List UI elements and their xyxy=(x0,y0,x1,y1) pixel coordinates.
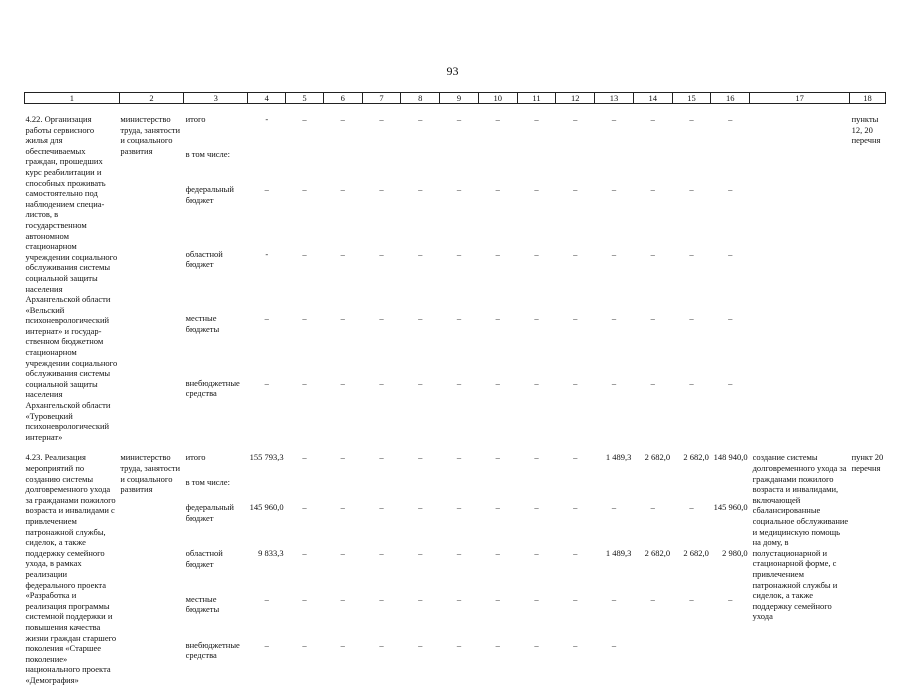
amount-cell: – xyxy=(302,377,307,388)
amount-cell: – xyxy=(611,377,617,388)
amount-cell: – xyxy=(495,502,500,513)
amount-cell: – xyxy=(379,183,384,194)
amount-cell xyxy=(633,640,672,685)
spacer-row xyxy=(25,104,886,115)
amount-cell xyxy=(248,477,286,502)
amount-cell: – xyxy=(573,452,578,463)
column-header: 10 xyxy=(478,93,517,104)
amount-cell: 2 980,0 xyxy=(722,547,748,558)
amount-cell: – xyxy=(534,452,539,463)
funding-source: внебюджетные средства xyxy=(185,377,240,399)
amount-cell: – xyxy=(340,502,345,513)
column-header: 1 xyxy=(25,93,120,104)
amount-cell: – xyxy=(534,183,539,194)
spacer-row xyxy=(25,442,886,452)
amount-cell: – xyxy=(340,377,345,388)
amount-cell: – xyxy=(418,248,423,259)
amount-cell: – xyxy=(650,593,655,604)
amount-cell: – xyxy=(495,377,500,388)
amount-cell xyxy=(595,477,634,502)
amount-cell: – xyxy=(650,183,655,194)
measure-name: 4.23. Реализация мероприятий по созданию системы долговременного ухода за гражданами пожилого возраста и инвалидами с привлечением патронажной службы, сиделок, а также поддержку семейного ухода, в рамках реализации федерального проекта «Разработка и реализация программы системной поддержки и повышения качества жизни граждан старшего поколения «Старшее поколение» национального проекта «Демография» xyxy=(25,452,117,685)
column-header: 12 xyxy=(556,93,595,104)
amount-cell: – xyxy=(302,593,307,604)
amount-cell: 2 682,0 xyxy=(644,547,671,558)
amount-cell: – xyxy=(340,639,345,650)
amount-cell: – xyxy=(728,114,733,124)
amount-cell: – xyxy=(534,114,539,124)
amount-cell xyxy=(323,477,362,502)
amount-cell: – xyxy=(456,502,462,513)
amount-cell: – xyxy=(340,452,345,463)
amount-cell: – xyxy=(456,452,462,463)
amount-cell xyxy=(672,477,711,502)
amount-cell: – xyxy=(379,502,384,513)
funding-source: внебюджетные средства xyxy=(185,639,240,661)
funding-source: в том числе: xyxy=(185,477,230,488)
amount-cell xyxy=(517,477,556,502)
amount-cell: – xyxy=(611,114,617,124)
funding-source: итого xyxy=(185,452,206,463)
amount-cell: – xyxy=(264,313,269,324)
amount-cell: – xyxy=(534,248,539,259)
amount-cell: – xyxy=(456,313,462,324)
amount-cell: – xyxy=(495,114,500,124)
amount-cell: – xyxy=(534,313,539,324)
amount-cell xyxy=(286,149,324,184)
amount-cell xyxy=(517,149,556,184)
amount-cell: 145 960,0 xyxy=(713,502,748,513)
amount-cell: – xyxy=(379,377,384,388)
responsible-executor: министерство труда, занятости и социального развития xyxy=(120,452,181,495)
amount-cell: – xyxy=(379,547,384,558)
amount-cell: – xyxy=(611,639,617,650)
column-header: 9 xyxy=(440,93,479,104)
column-number-row xyxy=(25,93,886,104)
table-row xyxy=(25,452,886,477)
amount-cell: – xyxy=(534,377,539,388)
amount-cell: – xyxy=(495,183,500,194)
amount-cell: – xyxy=(379,248,384,259)
funding-source: местные бюджеты xyxy=(185,593,220,615)
amount-cell: – xyxy=(689,248,694,259)
responsible-executor: министерство труда, занятости и социального развития xyxy=(120,114,181,156)
amount-cell: – xyxy=(379,313,384,324)
column-header: 11 xyxy=(517,93,556,104)
amount-cell xyxy=(362,477,401,502)
column-header: 6 xyxy=(323,93,362,104)
amount-cell: – xyxy=(728,593,733,604)
amount-cell: – xyxy=(418,377,423,388)
funding-source: федеральный бюджет xyxy=(185,183,234,205)
amount-cell xyxy=(556,149,595,184)
spacer xyxy=(25,104,886,115)
measure-name: 4.22. Организация работы сервисного жилья для обеспечиваемых граждан, прошедших курс реабилитации и способных проживать самостоятельно под наблюдением специалистов, в государственном автономном стационарном учреждении социального обслуживания системы социальной защиты населения Архангельской области «Вельский психоневрологический интернат» и государственном бюджетном стационарном учреждении социального обслуживания системы социальной защиты населения Архангельской области «Туровецкий психоневрологический интернат» xyxy=(25,114,118,442)
amount-cell xyxy=(440,149,479,184)
amount-cell xyxy=(478,477,517,502)
amount-cell: – xyxy=(728,248,733,259)
amount-cell: – xyxy=(456,377,462,388)
amount-cell xyxy=(401,477,440,502)
amount-cell: – xyxy=(611,593,617,604)
amount-cell: – xyxy=(611,183,617,194)
amount-cell: – xyxy=(456,183,462,194)
amount-cell: – xyxy=(264,377,269,388)
funding-source: федеральный бюджет xyxy=(185,502,234,523)
amount-cell: – xyxy=(456,639,462,650)
program-table xyxy=(24,92,886,685)
amount-cell: – xyxy=(495,593,500,604)
spacer xyxy=(25,442,886,452)
amount-cell: – xyxy=(573,377,578,388)
amount-cell xyxy=(286,477,324,502)
amount-cell: – xyxy=(495,639,500,650)
amount-cell: 148 940,0 xyxy=(713,452,748,463)
funding-source: областной бюджет xyxy=(185,547,223,569)
amount-cell: – xyxy=(418,183,423,194)
amount-cell: – xyxy=(689,377,694,388)
amount-cell: – xyxy=(418,313,423,324)
table-row xyxy=(25,114,886,149)
indicator-link: пункт 20 перечня xyxy=(851,452,884,473)
column-header: 14 xyxy=(633,93,672,104)
amount-cell: – xyxy=(650,114,655,124)
column-header: 18 xyxy=(850,93,886,104)
amount-cell: – xyxy=(456,248,462,259)
amount-cell: – xyxy=(573,547,578,558)
amount-cell: – xyxy=(379,452,384,463)
amount-cell xyxy=(633,477,672,502)
amount-cell: – xyxy=(302,452,307,463)
amount-cell: – xyxy=(456,114,462,124)
amount-cell: – xyxy=(573,248,578,259)
amount-cell: – xyxy=(728,183,733,194)
amount-cell: – xyxy=(379,639,384,650)
amount-cell: – xyxy=(418,639,423,650)
amount-cell: – xyxy=(650,248,655,259)
amount-cell: – xyxy=(573,639,578,650)
amount-cell: – xyxy=(689,502,694,513)
amount-cell xyxy=(672,149,711,184)
amount-cell: – xyxy=(340,313,345,324)
column-header: 17 xyxy=(750,93,850,104)
amount-cell: – xyxy=(302,502,307,513)
amount-cell: – xyxy=(456,593,462,604)
amount-cell: – xyxy=(689,183,694,194)
amount-cell xyxy=(440,477,479,502)
amount-cell: 2 682,0 xyxy=(644,452,671,463)
amount-cell: – xyxy=(456,547,462,558)
amount-cell: – xyxy=(379,114,384,124)
amount-cell: – xyxy=(340,183,345,194)
amount-cell: – xyxy=(340,248,345,259)
amount-cell: – xyxy=(495,452,500,463)
column-header: 15 xyxy=(672,93,711,104)
amount-cell: 155 793,3 xyxy=(249,452,284,463)
amount-cell: – xyxy=(302,248,307,259)
amount-cell: – xyxy=(534,502,539,513)
amount-cell: – xyxy=(495,313,500,324)
amount-cell xyxy=(556,477,595,502)
column-header: 5 xyxy=(286,93,324,104)
amount-cell: – xyxy=(650,313,655,324)
column-header: 13 xyxy=(595,93,634,104)
amount-cell: – xyxy=(264,593,269,604)
funding-source: итого xyxy=(185,114,206,124)
amount-cell: – xyxy=(689,593,694,604)
amount-cell: – xyxy=(418,452,423,463)
column-header: 8 xyxy=(401,93,440,104)
amount-cell xyxy=(711,640,750,685)
amount-cell xyxy=(672,640,711,685)
amount-cell: 145 960,0 xyxy=(249,502,284,513)
amount-cell: – xyxy=(611,502,617,513)
amount-cell: – xyxy=(418,547,423,558)
expected-result: создание системы долговременного ухода за гражданами пожилого возраста и инвалидами, включающей сбалансированные социальное обслуживание и медицинскую помощь на дому, в полустационарной и стационарной форме, с привлечением патронажной службы и сиделок, а также поддержку семейного ухода xyxy=(752,452,849,622)
amount-cell: – xyxy=(650,502,655,513)
amount-cell xyxy=(323,149,362,184)
expected-result xyxy=(750,114,850,442)
amount-cell: – xyxy=(650,377,655,388)
funding-source: местные бюджеты xyxy=(185,313,220,334)
funding-source: в том числе: xyxy=(185,148,230,159)
amount-cell: 2 682,0 xyxy=(683,452,709,463)
amount-cell: 2 682,0 xyxy=(683,547,709,558)
amount-cell: – xyxy=(534,639,539,650)
amount-cell: - xyxy=(265,248,269,259)
amount-cell: – xyxy=(728,377,733,388)
amount-cell: – xyxy=(534,593,539,604)
amount-cell: – xyxy=(611,313,617,324)
amount-cell: – xyxy=(302,639,307,650)
amount-cell: - xyxy=(265,114,269,124)
amount-cell: – xyxy=(495,248,500,259)
amount-cell: – xyxy=(264,183,269,194)
amount-cell: – xyxy=(728,313,733,324)
amount-cell: – xyxy=(418,502,423,513)
amount-cell: – xyxy=(573,183,578,194)
amount-cell: – xyxy=(418,114,423,124)
amount-cell: – xyxy=(573,593,578,604)
amount-cell: – xyxy=(418,593,423,604)
amount-cell: – xyxy=(379,593,384,604)
funding-source: областной бюджет xyxy=(185,248,223,270)
amount-cell: – xyxy=(340,593,345,604)
column-header: 7 xyxy=(362,93,401,104)
page-number: 93 xyxy=(446,64,459,78)
amount-cell: – xyxy=(689,313,694,324)
amount-cell xyxy=(478,149,517,184)
amount-cell: – xyxy=(573,313,578,324)
amount-cell: 1 489,3 xyxy=(605,547,632,558)
amount-cell: – xyxy=(340,547,345,558)
amount-cell: – xyxy=(302,114,307,124)
indicator-link: пункты 12, 20 перечня xyxy=(851,114,881,146)
amount-cell: – xyxy=(302,183,307,194)
column-header: 2 xyxy=(119,93,183,104)
amount-cell xyxy=(711,477,750,502)
amount-cell: – xyxy=(302,313,307,324)
amount-cell xyxy=(633,149,672,184)
amount-cell: – xyxy=(689,114,694,124)
amount-cell: – xyxy=(302,547,307,558)
amount-cell: – xyxy=(573,114,578,124)
amount-cell xyxy=(248,149,286,184)
amount-cell: 9 833,3 xyxy=(258,547,284,558)
column-header: 4 xyxy=(248,93,286,104)
amount-cell: – xyxy=(340,114,345,124)
amount-cell: – xyxy=(495,547,500,558)
amount-cell xyxy=(595,149,634,184)
amount-cell xyxy=(711,149,750,184)
amount-cell: – xyxy=(534,547,539,558)
amount-cell: – xyxy=(573,502,578,513)
column-header: 16 xyxy=(711,93,750,104)
amount-cell xyxy=(401,149,440,184)
amount-cell: – xyxy=(611,248,617,259)
amount-cell: 1 489,3 xyxy=(605,452,632,463)
column-header: 3 xyxy=(184,93,248,104)
amount-cell xyxy=(362,149,401,184)
amount-cell: – xyxy=(264,639,269,650)
